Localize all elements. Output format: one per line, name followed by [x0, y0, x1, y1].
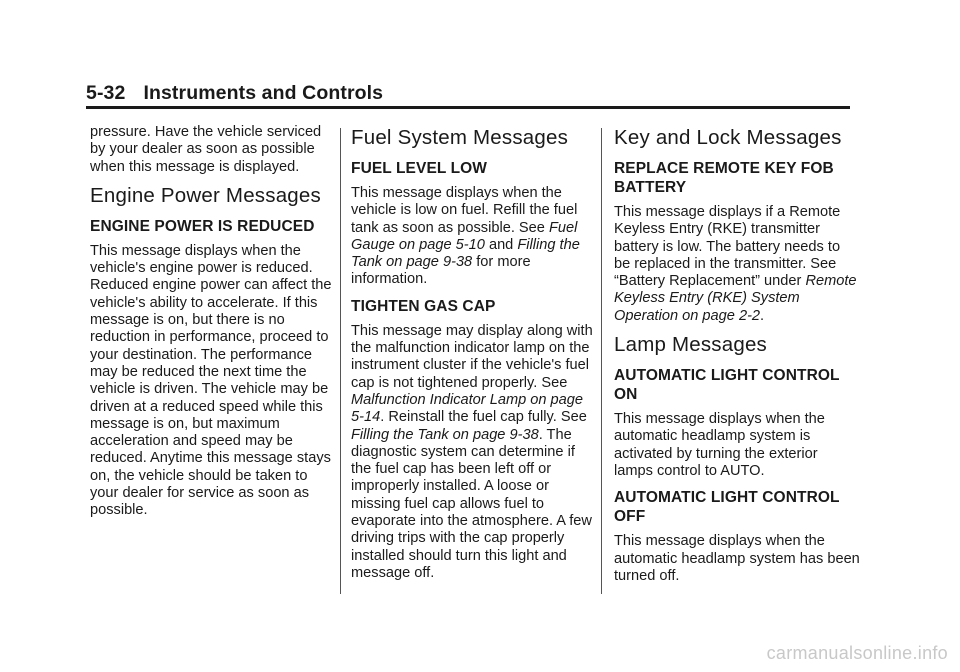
page-number: 5-32 — [86, 82, 126, 104]
heading-lamp-messages: Lamp Messages — [614, 333, 768, 357]
intro-paragraph: pressure. Have the vehicle serviced by your dealer as soon as possible when this message is displayed. — [90, 124, 322, 175]
automatic-light-off-paragraph: This message displays when the automatic headlamp system has been turned off. — [614, 533, 860, 584]
subheading-automatic-light-control-off: AUTOMATIC LIGHT CONTROL OFF — [614, 489, 840, 526]
tighten-gas-cap-paragraph — [351, 323, 597, 582]
section-title: Instruments and Controls — [143, 82, 384, 104]
fuel-level-low-paragraph — [351, 185, 597, 289]
ref-fuel-gauge: Fuel Gauge on page 5-10 — [351, 219, 578, 253]
column-divider-1 — [340, 128, 341, 594]
column-divider-2 — [601, 128, 602, 594]
subheading-replace-remote-key-fob-battery: REPLACE REMOTE KEY FOB BATTERY — [614, 160, 834, 196]
ref-rke-system-operation: Remote Keyless Entry (RKE) System Operation on page 2-2 — [614, 273, 857, 324]
engine-power-paragraph: This message displays when the vehicle's engine power is reduced. Reduced engine power can affect the vehicle's ability to accelerate. If this message is on, but there is no reduction in performance, proceed to your destination. The performance may be reduced the next time the vehicle is driven. The vehicle may be driven at a reduced speed while this message is on, but maximum acceleration and speed may be reduced. Anytime this message stays on, the vehicle should be taken to your dealer for service as soon as possible. — [90, 242, 332, 519]
heading-fuel-system-messages: Fuel System Messages — [351, 126, 569, 149]
column-3 — [614, 124, 860, 593]
page-header — [86, 82, 383, 105]
text: and — [488, 236, 514, 253]
column-2 — [351, 124, 597, 590]
header-rule — [86, 106, 850, 109]
text: . The diagnostic system can determine if the fuel cap has been left off or improperly installed. A loose or missing fuel cap allows fuel to evaporate into the atmosphere. A few driving trips with the cap properly installed should turn this light and message off. — [351, 426, 592, 581]
ref-filling-the-tank: Filling the Tank on page 9-38 — [351, 236, 580, 271]
text: This message displays if a Remote Keyless Entry (RKE) transmitter battery is low. The battery needs to be replaced in the transmitter. See “Battery Replacement” under — [614, 204, 841, 290]
ref-filling-the-tank: Filling the Tank on page 9-38 — [351, 426, 539, 443]
subheading-engine-power-reduced: ENGINE POWER IS REDUCED — [90, 217, 315, 235]
text: . — [760, 307, 765, 324]
key-fob-paragraph — [614, 204, 860, 325]
text: . Reinstall the fuel cap fully. See — [380, 409, 587, 426]
heading-engine-power-messages: Engine Power Messages — [90, 183, 321, 207]
column-1 — [90, 124, 336, 528]
text: This message displays when the vehicle is low on fuel. Refill the fuel tank as soon as possible. See — [351, 185, 578, 236]
subheading-tighten-gas-cap: TIGHTEN GAS CAP — [351, 297, 496, 315]
subheading-automatic-light-control-on: AUTOMATIC LIGHT CONTROL ON — [614, 367, 840, 404]
text: This message may display along with the malfunction indicator lamp on the instrument cluster if the vehicle's fuel cap is not tightened properly. See — [351, 322, 593, 391]
subheading-fuel-level-low: FUEL LEVEL LOW — [351, 160, 488, 177]
watermark: carmanualsonline.info — [766, 643, 948, 663]
automatic-light-on-paragraph: This message displays when the automatic headlamp system is activated by turning the exterior lamps control to AUTO. — [614, 411, 825, 479]
ref-malfunction-indicator-lamp: Malfunction Indicator Lamp on page 5-14 — [351, 391, 584, 426]
heading-key-and-lock-messages: Key and Lock Messages — [614, 126, 842, 149]
text: for more information. — [351, 254, 531, 288]
